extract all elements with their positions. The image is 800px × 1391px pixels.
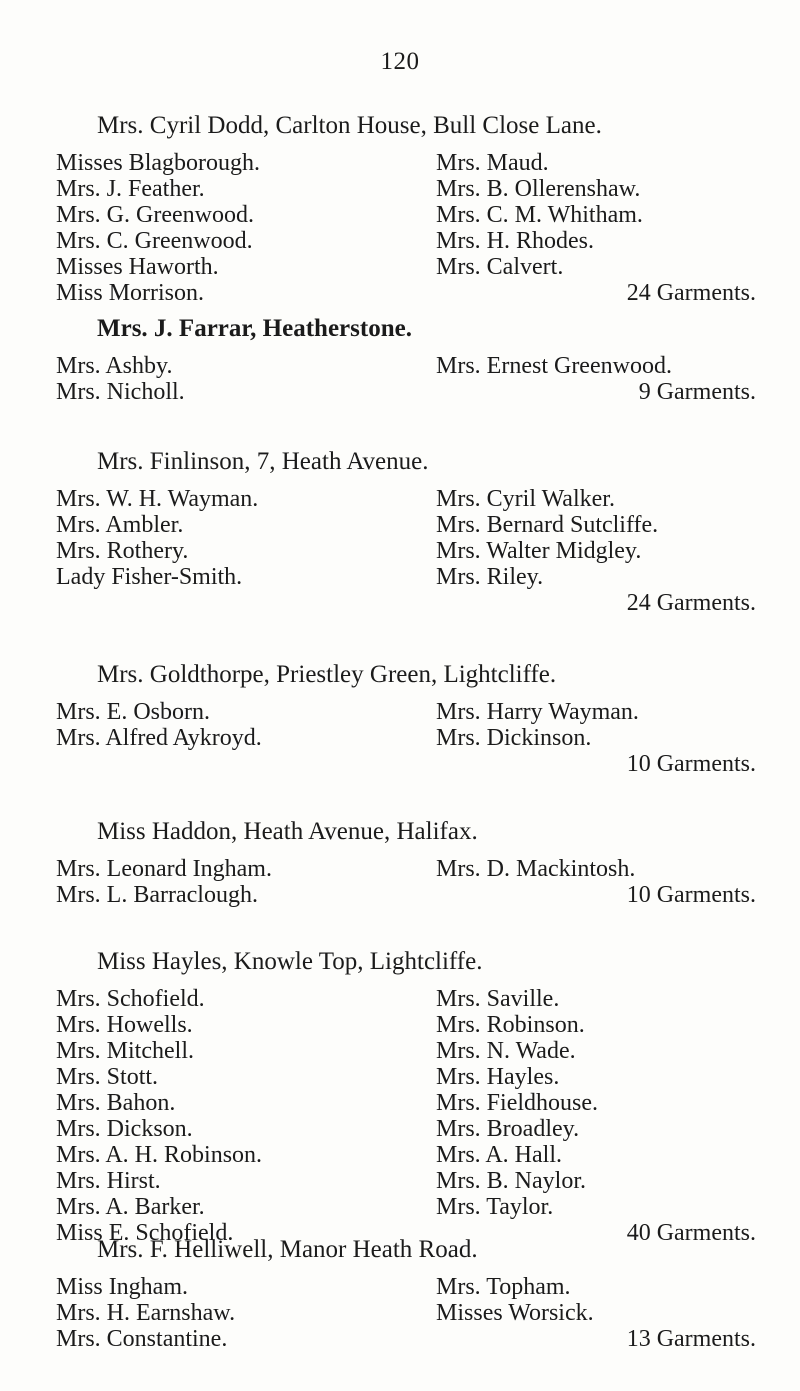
garments-total: 10 Garments. xyxy=(626,882,756,908)
contributor-name: Mrs. G. Greenwood. xyxy=(56,202,254,228)
contributor-name: Mrs. Howells. xyxy=(56,1012,193,1038)
garments-total: 40 Garments. xyxy=(626,1220,756,1246)
contributor-name: Mrs. E. Osborn. xyxy=(56,699,210,725)
names-column-right xyxy=(436,150,643,280)
contributor-name: Mrs. Constantine. xyxy=(56,1326,228,1352)
contributor-name: Mrs. Rothery. xyxy=(56,538,189,564)
names-column-left xyxy=(56,856,272,908)
contributor-name: Mrs. Robinson. xyxy=(436,1012,585,1038)
contributor-name: Mrs. Ernest Greenwood. xyxy=(436,353,672,379)
contributor-name: Mrs. Taylor. xyxy=(436,1194,554,1220)
garments-total: 9 Garments. xyxy=(638,379,756,405)
names-column-left xyxy=(56,150,260,306)
contributor-name: Misses Blagborough. xyxy=(56,150,260,176)
contributor-name: Mrs. A. H. Robinson. xyxy=(56,1142,263,1168)
names-column-right xyxy=(436,699,639,751)
section-heading: Mrs. Cyril Dodd, Carlton House, Bull Close Lane. xyxy=(97,112,602,139)
contributor-name: Mrs. Dickson. xyxy=(56,1116,193,1142)
section-heading: Mrs. Finlinson, 7, Heath Avenue. xyxy=(97,448,429,475)
contributor-name: Mrs. C. Greenwood. xyxy=(56,228,253,254)
contributor-name: Mrs. Topham. xyxy=(436,1274,571,1300)
contributor-name: Mrs. W. H. Wayman. xyxy=(56,486,259,512)
contributor-name: Lady Fisher-Smith. xyxy=(56,564,243,590)
contributor-name: Mrs. Riley. xyxy=(436,564,544,590)
contributor-name: Mrs. Leonard Ingham. xyxy=(56,856,272,882)
contributor-name: Miss Ingham. xyxy=(56,1274,188,1300)
contributor-name: Mrs. A. Barker. xyxy=(56,1194,205,1220)
contributor-name: Mrs. Alfred Aykroyd. xyxy=(56,725,262,751)
contributor-name: Mrs. Mitchell. xyxy=(56,1038,194,1064)
contributor-name: Mrs. Ambler. xyxy=(56,512,184,538)
contributor-name: Mrs. Hirst. xyxy=(56,1168,161,1194)
page-number: 120 xyxy=(380,48,420,75)
contributor-name: Mrs. B. Ollerenshaw. xyxy=(436,176,641,202)
contributor-name: Mrs. B. Naylor. xyxy=(436,1168,586,1194)
section-heading: Mrs. J. Farrar, Heatherstone. xyxy=(97,315,412,342)
garments-total: 24 Garments. xyxy=(626,280,756,306)
contributor-name: Mrs. Nicholl. xyxy=(56,379,185,405)
garments-total: 13 Garments. xyxy=(626,1326,756,1352)
contributor-name: Mrs. J. Feather. xyxy=(56,176,205,202)
contributor-name: Mrs. Harry Wayman. xyxy=(436,699,639,725)
contributor-name: Mrs. H. Earnshaw. xyxy=(56,1300,236,1326)
names-column-right xyxy=(436,353,672,379)
contributor-name: Mrs. Ashby. xyxy=(56,353,173,379)
section-heading: Mrs. F. Helliwell, Manor Heath Road. xyxy=(97,1236,478,1263)
contributor-name: Mrs. D. Mackintosh. xyxy=(436,856,636,882)
section-heading: Miss Hayles, Knowle Top, Lightcliffe. xyxy=(97,948,483,975)
names-column-left xyxy=(56,353,185,405)
section-heading: Miss Haddon, Heath Avenue, Halifax. xyxy=(97,818,478,845)
names-column-right xyxy=(436,486,658,590)
contributor-name: Misses Haworth. xyxy=(56,254,219,280)
contributor-name: Mrs. Saville. xyxy=(436,986,560,1012)
contributor-name: Mrs. Hayles. xyxy=(436,1064,560,1090)
contributor-name: Mrs. Broadley. xyxy=(436,1116,580,1142)
contributor-name: Mrs. Maud. xyxy=(436,150,549,176)
contributor-name: Mrs. Dickinson. xyxy=(436,725,592,751)
contributor-name: Mrs. N. Wade. xyxy=(436,1038,576,1064)
contributor-name: Miss Morrison. xyxy=(56,280,205,306)
contributor-name: Mrs. Fieldhouse. xyxy=(436,1090,598,1116)
contributor-name: Mrs. Cyril Walker. xyxy=(436,486,615,512)
names-column-right xyxy=(436,986,598,1220)
contributor-name: Mrs. Walter Midgley. xyxy=(436,538,642,564)
contributor-name: Mrs. Bahon. xyxy=(56,1090,176,1116)
names-column-right xyxy=(436,856,635,882)
contributor-name: Miss E. Schofield. xyxy=(56,1220,234,1246)
names-column-left xyxy=(56,486,258,590)
contributor-name: Mrs. Bernard Sutcliffe. xyxy=(436,512,659,538)
garments-total: 10 Garments. xyxy=(626,751,756,777)
contributor-name: Mrs. L. Barraclough. xyxy=(56,882,258,908)
contributor-name: Mrs. H. Rhodes. xyxy=(436,228,595,254)
contributor-name: Mrs. Stott. xyxy=(56,1064,159,1090)
names-column-left xyxy=(56,1274,235,1352)
contributor-name: Mrs. A. Hall. xyxy=(436,1142,562,1168)
contributor-name: Mrs. C. M. Whitham. xyxy=(436,202,643,228)
contributor-name: Mrs. Schofield. xyxy=(56,986,205,1012)
names-column-right xyxy=(436,1274,594,1326)
names-column-left xyxy=(56,699,262,751)
contributor-name: Misses Worsick. xyxy=(436,1300,594,1326)
names-column-left xyxy=(56,986,262,1246)
section-heading: Mrs. Goldthorpe, Priestley Green, Lightcliffe. xyxy=(97,661,557,688)
contributor-name: Mrs. Calvert. xyxy=(436,254,564,280)
garments-total: 24 Garments. xyxy=(626,590,756,616)
